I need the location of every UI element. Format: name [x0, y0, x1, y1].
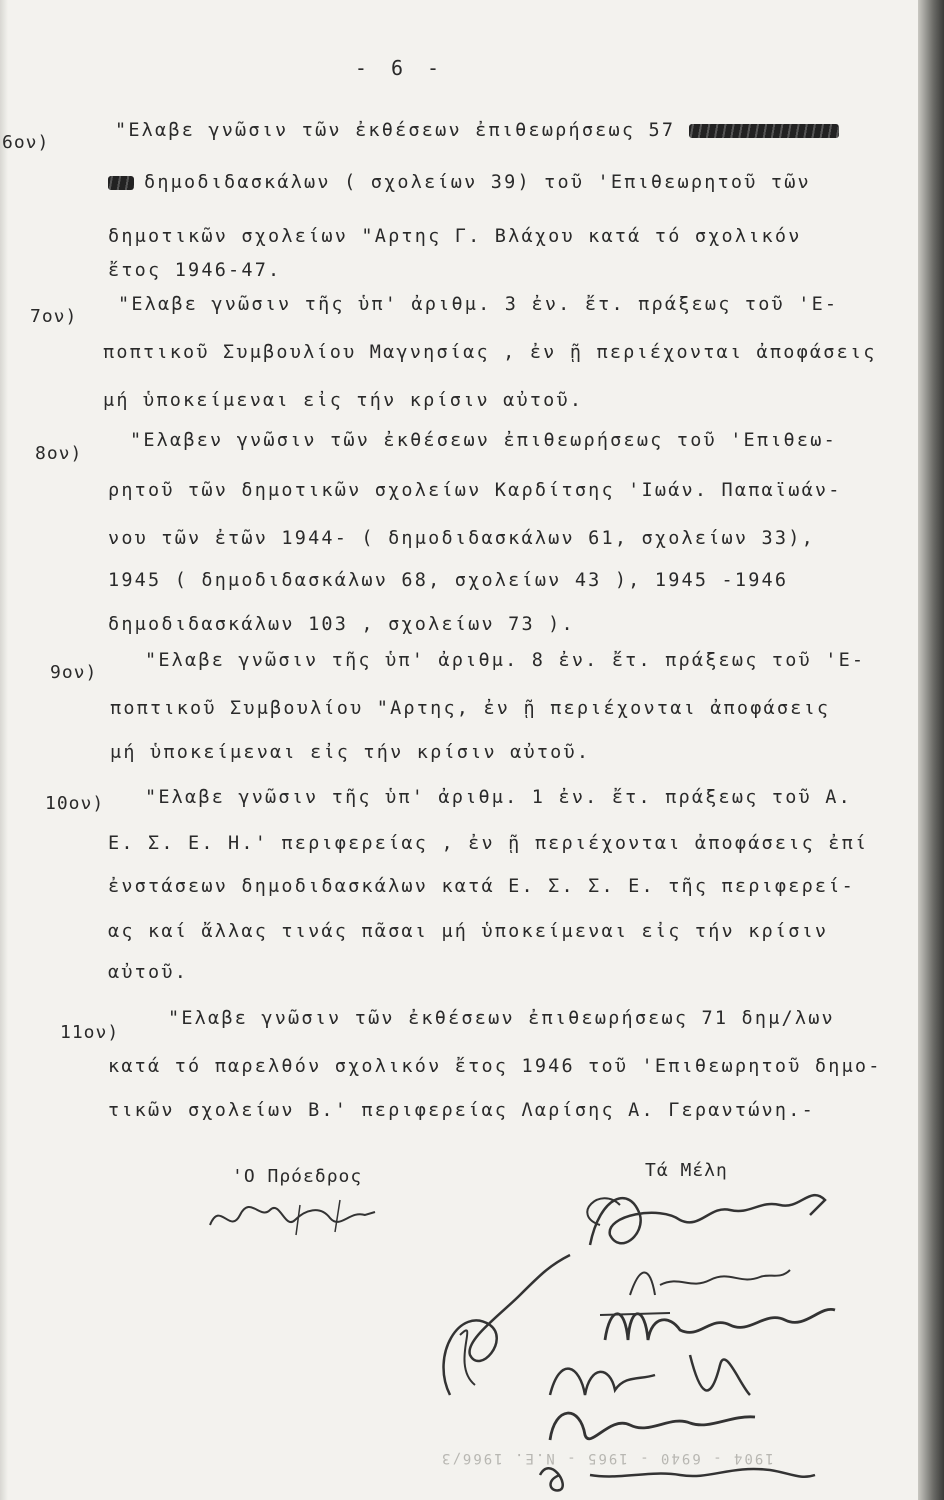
strikethrough-mark	[108, 176, 134, 190]
item-line: κατά τό παρελθόν σχολικόν ἔτος 1946 τοῦ 'Επιθεωρητοῦ δημο-	[108, 1056, 882, 1077]
item-line: "Ελαβε γνῶσιν τῆς ὑπ' ἀριθμ. 8 ἐν. ἔτ. πράξεως τοῦ 'Ε-	[145, 650, 866, 671]
item-line: Ε. Σ. Ε. Η.' περιφερείας , ἐν ῇ περιέχονται ἀποφάσεις ἐπί	[108, 833, 869, 854]
item-number: 8ον)	[35, 443, 83, 464]
item-line: "Ελαβε γνῶσιν τῆς ὑπ' ἀριθμ. 3 ἐν. ἔτ. πράξεως τοῦ 'Ε-	[118, 294, 839, 315]
item-line: 1945 ( δημοδιδασκάλων 68, σχολείων 43 ), 1945 -1946	[108, 570, 789, 591]
printer-stamp: 1904 - 6940 - 1965 - Ν.Ε. 1966/3	[440, 1450, 774, 1466]
item-line: ποπτικοῦ Συμβουλίου Μαγνησίας , ἐν ῇ περιέχονται ἀποφάσεις	[103, 342, 877, 363]
president-label: 'Ο Πρόεδρος	[232, 1166, 363, 1187]
item-line: ἔτος 1946-47.	[108, 260, 282, 281]
item-line: μή ὑποκείμεναι εἰς τήν κρίσιν αὐτοῦ.	[110, 742, 591, 763]
page-edge-shadow	[0, 0, 8, 1500]
item-line: ας καί ἄλλας τινάς πᾶσαι μή ὑποκείμεναι εἰς τήν κρίσιν	[108, 921, 829, 942]
item-line: αὐτοῦ.	[108, 962, 189, 983]
item-number: 11ον)	[60, 1022, 120, 1043]
item-line: ποπτικοῦ Συμβουλίου "Αρτης, ἐν ῇ περιέχονται ἀποφάσεις	[110, 698, 831, 719]
item-line: ρητοῦ τῶν δημοτικῶν σχολείων Καρδίτσης 'Ιωάν. Παπαϊωάν-	[108, 480, 842, 501]
item-line: "Ελαβεν γνῶσιν τῶν ἐκθέσεων ἐπιθεωρήσεως τοῦ 'Επιθεω-	[130, 430, 837, 451]
item-number: 9ον)	[50, 662, 98, 683]
president-signature	[200, 1190, 390, 1250]
item-number: 7ον)	[30, 306, 78, 327]
item-number: 6ον)	[2, 132, 50, 153]
item-line: δημοδιδασκάλων ( σχολείων 39) τοῦ 'Επιθεωρητοῦ τῶν	[108, 172, 811, 193]
item-line: τικῶν σχολείων Β.' περιφερείας Λαρίσης Α. Γεραντώνη.-	[108, 1100, 815, 1121]
item-line: "Ελαβε γνῶσιν τῶν ἐκθέσεων ἐπιθεωρήσεως 57	[115, 120, 839, 141]
item-line: μή ὑποκείμεναι εἰς τήν κρίσιν αὐτοῦ.	[103, 390, 584, 411]
item-line: δημοδιδασκάλων 103 , σχολείων 73 ).	[108, 614, 575, 635]
item-line: ἐνστάσεων δημοδιδασκάλων κατά Ε. Σ. Σ. Ε. τῆς περιφερεί-	[108, 876, 855, 897]
members-label: Τά Μέλη	[645, 1160, 728, 1181]
item-line: νου τῶν ἐτῶν 1944- ( δημοδιδασκάλων 61, σχολείων 33),	[108, 528, 815, 549]
item-line: "Ελαβε γνῶσιν τῶν ἐκθέσεων ἐπιθεωρήσεως 71 δημ/λων	[168, 1008, 835, 1029]
page-number: - 6 -	[354, 56, 446, 80]
item-line: δημοτικῶν σχολείων "Αρτης Γ. Βλάχου κατά τό σχολικόν	[108, 226, 802, 247]
binding-strip	[918, 0, 944, 1500]
member-signature-1	[560, 1175, 840, 1265]
strikethrough-mark	[689, 124, 839, 138]
item-line: "Ελαβε γνῶσιν τῆς ὑπ' ἀριθμ. 1 ἐν. ἔτ. πράξεως τοῦ Α.	[145, 787, 852, 808]
item-number: 10ον)	[45, 793, 105, 814]
